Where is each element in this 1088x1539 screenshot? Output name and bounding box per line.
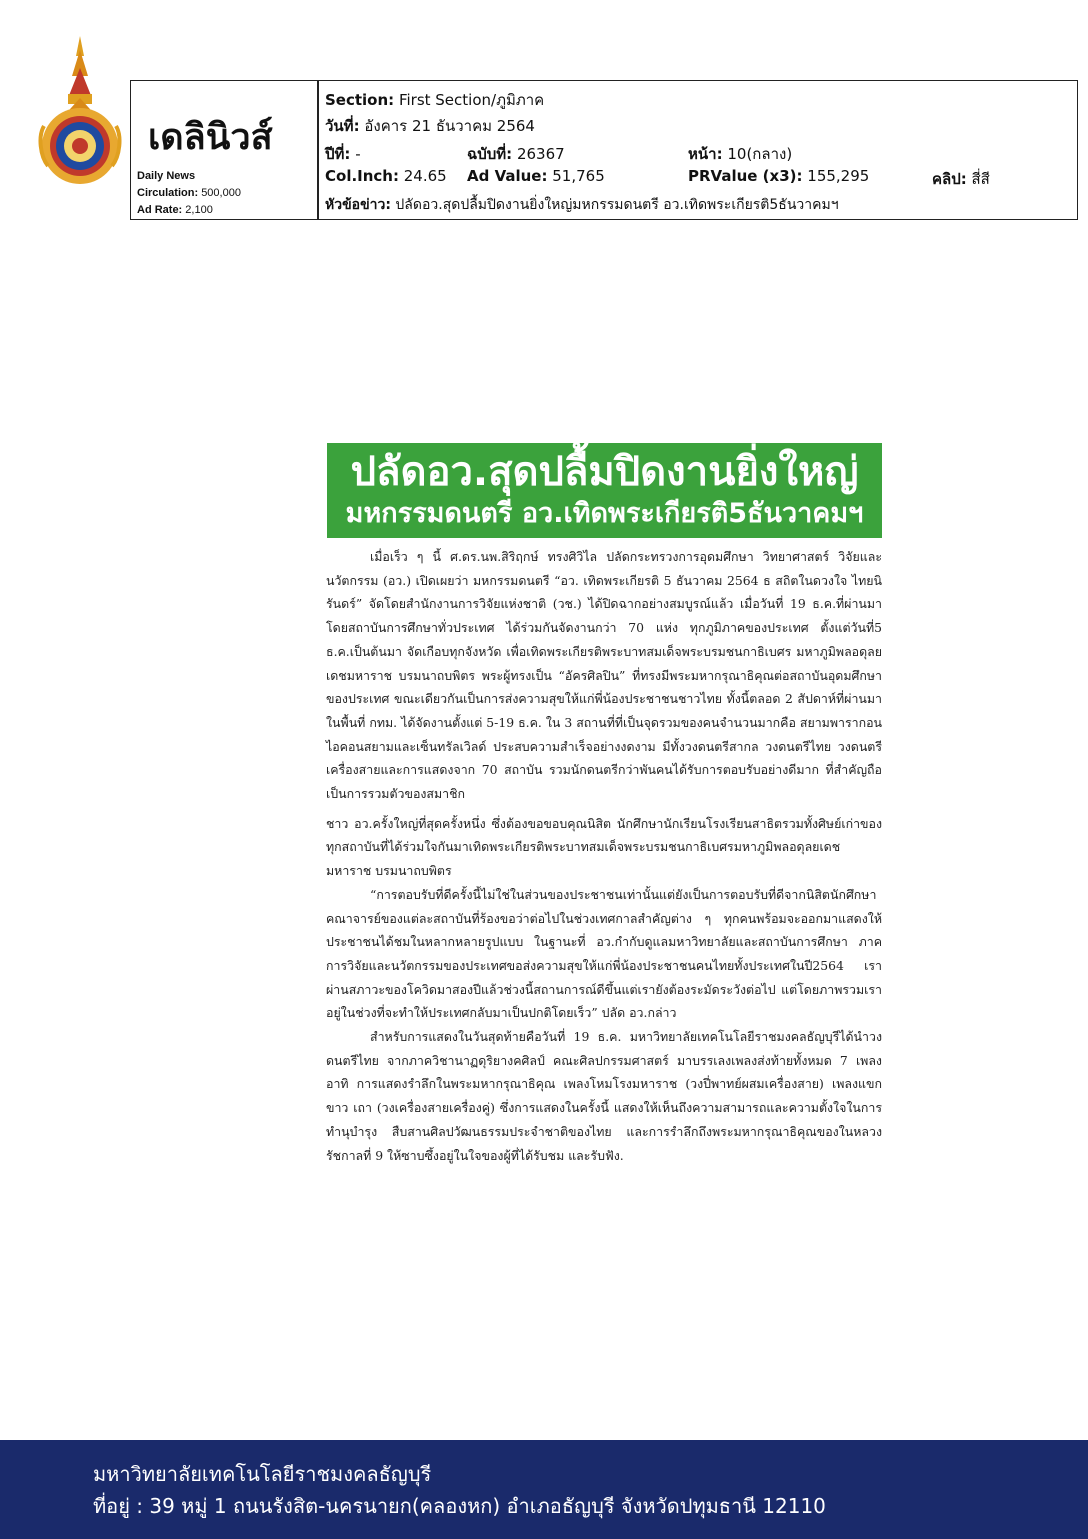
article-paragraph: ชาว อว.ครั้งใหญ่ที่สุดครั้งหนึ่ง ซึ่งต้องขอขอบคุณนิสิต นักศึกษานักเรียนโรงเรียนสาธิตรวมทั้งศิษย์เก่าของทุกสถาบันที่ได้ร่วมใจกันมาเทิดพระเกียรติพระบาทสมเด็จพระบรมชนกาธิเบศรมหาภูมิพลอดุลยเดชมหาราช บรมนาถบพิตร — [326, 815, 882, 879]
ad-rate: Ad Rate: 2,100 — [137, 204, 213, 216]
article-body — [326, 545, 882, 1167]
article-paragraph: เมื่อเร็ว ๆ นี้ ศ.ดร.นพ.สิริฤกษ์ ทรงศิวิไล ปลัดกระทรวงการอุดมศึกษา วิทยาศาสตร์ วิจัยและนวัตกรรม (อว.) เปิดเผยว่า มหกรรมดนตรี “อว. เทิดพระเกียรติ 5 ธันวาคม 2564 ธ สถิตในดวงใจ ไทยนิรันดร์” จัดโดยสำนักงานการวิจัยแห่งชาติ (วช.) ได้ปิดฉากอย่างสมบูรณ์แล้ว เมื่อวันที่ 19 ธ.ค.ที่ผ่านมา โดยสถาบันการศึกษาทั่วประเทศ ได้ร่วมกันจัดงานกว่า 70 แห่ง ทุกภูมิภาคของประเทศ ตั้งแต่วันที่5 ธ.ค.เป็นต้นมา จัดเกือบทุกจังหวัด เพื่อเทิดพระเกียรติพระบาทสมเด็จพระบรมชนกาธิเบศร มหาภูมิพลอดุลยเดชมหาราช บรมนาถบพิตร พระผู้ทรงเป็น “อัครศิลปิน” ที่ทรงมีพระมหากรุณาธิคุณต่อสถาบันอุดมศึกษาของประเทศ ขณะเดียวกันเป็นการส่งความสุขให้แก่พี่น้องประชาชนชาวไทย ทั้งนี้ตลอด 2 สัปดาห์ที่ผ่านมา ในพื้นที่ กทม. ได้จัดงานตั้งแต่ 5-19 ธ.ค. ใน 3 สถานที่ที่เป็นจุดรวมของคนจำนวนมากคือ สยามพารากอน ไอคอนสยามและเซ็นทรัลเวิลด์ ประสบความสำเร็จอย่างงดงาม มีทั้งวงดนตรีสากล วงดนตรีไทย วงดนตรีเครื่องสายและการแสดงจาก 70 สถาบัน รวมนักดนตรีกว่าพันคนได้รับการตอบรับอย่างดีมาก ที่สำคัญถือเป็นการรวมตัวของสมาชิก — [326, 549, 882, 802]
year-field: ปีที่: - — [325, 145, 361, 163]
headline-field: หัวข้อข่าว: ปลัดอว.สุดปลื้มปิดงานยิ่งใหญ่มหกรรมดนตรี อว.เทิดพระเกียรติ5ธันวาคมฯ — [325, 197, 839, 213]
issue-field: ฉบับที่: 26367 — [467, 145, 565, 163]
article-headline-line2: มหกรรมดนตรี อว.เทิดพระเกียรติ5ธันวาคมฯ — [345, 498, 864, 529]
page-field: หน้า: 10(กลาง) — [688, 145, 793, 163]
section-field: Section: First Section/ภูมิภาค — [325, 91, 545, 109]
prvalue-field: PRValue (x3): 155,295 — [688, 167, 870, 185]
footer-address: ที่อยู่ : 39 หมู่ 1 ถนนรังสิต-นครนายก(คลองหก) อำเภอธัญบุรี จังหวัดปทุมธานี 12110 — [93, 1494, 826, 1518]
article-paragraph: สำหรับการแสดงในวันสุดท้ายคือวันที่ 19 ธ.ค. มหาวิทยาลัยเทคโนโลยีราชมงคลธัญบุรีได้นำวงดนตรีไทย จากภาควิชานาฏดุริยางคศิลป์ คณะศิลปกรรมศาสตร์ มาบรรเลงเพลงส่งท้ายทั้งหมด 7 เพลง อาทิ การแสดงรำลึกในพระมหากรุณาธิคุณ เพลงโหมโรงมหาราช (วงปี่พาทย์ผสมเครื่องสาย) เพลงแขกขาว เถา (วงเครื่องสายเครื่องคู่) ซึ่งการแสดงในครั้งนี้ แสดงให้เห็นถึงความสามารถและความตั้งใจในการทำนุบำรุง สืบสานศิลปวัฒนธรรมประจำชาติของไทย และการรำลึกถึงพระมหากรุณาธิคุณของในหลวงรัชกาลที่ 9 ให้ซาบซึ้งอยู่ในใจของผู้ที่ได้รับชม และรับฟัง. — [326, 1029, 882, 1163]
clip-field: คลิป: สี่สี — [932, 170, 990, 188]
advalue-field: Ad Value: 51,765 — [467, 167, 605, 185]
publication-name: เดลินิวส์ — [148, 117, 273, 158]
article-headline-line1: ปลัดอว.สุดปลื้มปิดงานยิ่งใหญ่ — [350, 449, 859, 495]
article-paragraph: “การตอบรับที่ดีครั้งนี้ไม่ใช่ในส่วนของประชาชนเท่านั้นแต่ยังเป็นการตอบรับที่ดีจากนิสิตนักศึกษาคณาจารย์ของแต่ละสถาบันที่ร้องขอว่าต่อไปในช่วงเทศกาลสำคัญต่าง ๆ ทุกคนพร้อมจะออกมาแสดงให้ประชาชนได้ชมในหลากหลายรูปแบบ ในฐานะที่ อว.กำกับดูแลมหาวิทยาลัยและสถาบันการศึกษา ภาคการวิจัยและนวัตกรรมของประเทศขอส่งความสุขให้แก่พี่น้องประชาชนคนไทยทั้งประเทศในปี2564 เราผ่านสภาวะของโควิดมาสองปีแล้วช่วงนี้สถานการณ์ดีขึ้นแต่เรายังต้องระมัดระวังต่อไป แต่โดยภาพรวมเราอยู่ในช่วงที่จะทำให้ประเทศกลับมาเป็นปกติโดยเร็ว” ปลัด อว.กล่าว — [326, 886, 882, 1021]
colinch-field: Col.Inch: 24.65 — [325, 167, 447, 185]
footer-bar — [0, 1440, 1088, 1539]
university-crest-icon — [38, 36, 122, 186]
header-divider — [317, 80, 319, 220]
footer-university-name: มหาวิทยาลัยเทคโนโลยีราชมงคลธัญบุรี — [93, 1462, 432, 1486]
publication-name-en: Daily News — [137, 170, 196, 182]
article-headline-banner — [327, 443, 882, 538]
circulation: Circulation: 500,000 — [137, 187, 241, 199]
date-field: วันที่: อังคาร 21 ธันวาคม 2564 — [325, 117, 535, 135]
